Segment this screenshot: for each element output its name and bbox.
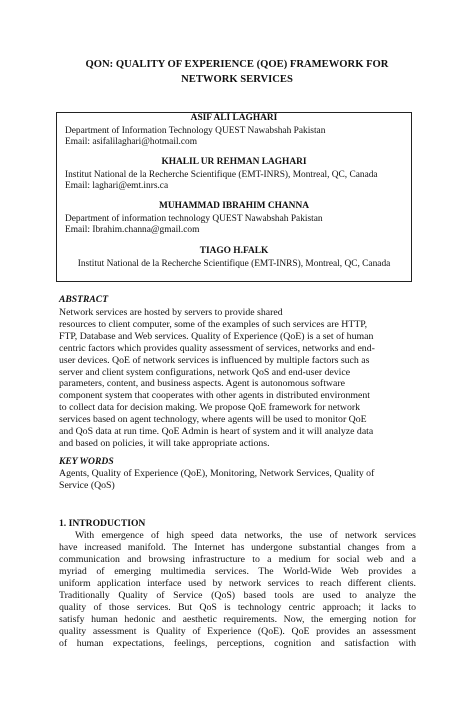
title-line: NETWORK SERVICES xyxy=(181,74,293,85)
introduction-line: of human expectations, feelings, perceptions, cognition and satisfaction with xyxy=(59,638,416,650)
author-affiliation: Department of information technology QUEST Nawabshah Pakistan xyxy=(65,213,323,224)
abstract-line: and based on policies, it will take appropriate actions. xyxy=(59,437,270,449)
abstract-line: Network services are hosted by servers to provide shared xyxy=(59,307,283,318)
introduction-line: satisfy human hedonic and aesthetic requirements. Now, the emerging notion for xyxy=(59,614,416,626)
abstract-line: to collect data for decision making. We propose QoE framework for network xyxy=(59,402,361,414)
author-block xyxy=(57,201,411,237)
abstract-line: services based on agent technology, where agents will be used to monitor QoE xyxy=(59,414,367,426)
introduction-line: With emergence of high speed data networks, the use of network services xyxy=(75,530,416,541)
author-email: Email: asifalilaghari@hotmail.com xyxy=(65,137,198,147)
introduction-line: communication and browsing infrastructure to a medium for social web and a xyxy=(59,554,416,566)
abstract-line: centric factors which provides quality assessment of services, networks and end- xyxy=(59,342,375,354)
abstract-line: server and client system configurations, network QoS and end-user device xyxy=(59,366,351,378)
author-email: Email: Ibrahim.channa@gmail.com xyxy=(65,225,200,235)
paper-title xyxy=(40,57,434,87)
author-name: TIAGO H.FALK xyxy=(199,246,269,256)
author-email: Email: laghari@emt.inrs.ca xyxy=(65,181,169,191)
keywords-text xyxy=(59,468,409,492)
author-name: KHALIL UR REHMAN LAGHARI xyxy=(161,157,307,167)
abstract-heading: ABSTRACT xyxy=(59,294,109,305)
abstract-line: resources to client computer, some of the examples of such services are HTTP, xyxy=(59,318,368,330)
introduction-line: have increased manifold. The Internet has undergone substantial changes from a xyxy=(59,542,416,554)
authors-box xyxy=(56,112,412,282)
author-name: MUHAMMAD IBRAHIM CHANNA xyxy=(159,201,309,211)
author-affiliation: Department of Information Technology QUEST Nawabshah Pakistan xyxy=(65,125,326,136)
title-line: QON: QUALITY OF EXPERIENCE (QOE) FRAMEWORK FOR xyxy=(85,59,389,70)
introduction-line: quality assessment is Quality of Experience (QoE). QoE provides an assessment xyxy=(59,626,416,638)
introduction-line: quality of those services. But QoS is technology centric approach; it lacks to xyxy=(59,602,416,614)
abstract-line: component system that cooperates with other agents in distributed environment xyxy=(59,390,370,402)
introduction-heading: 1. INTRODUCTION xyxy=(59,518,146,529)
author-affiliation: Institut National de la Recherche Scientifique (EMT-INRS), Montreal, QC, Canada xyxy=(65,169,378,180)
introduction-line: uniform application interface used by network services to reach different clients. xyxy=(59,578,416,590)
abstract-line: parameters, content, and business aspects. Agent is autonomous software xyxy=(59,378,345,390)
abstract-text xyxy=(59,307,419,450)
abstract-line: user devices. QoE of network services is influenced by multiple factors such as xyxy=(59,354,370,366)
author-block xyxy=(57,113,411,149)
author-name: ASIF ALI LAGHARI xyxy=(190,113,278,123)
abstract-line: and QoS data at run time. QoE Admin is heart of system and it will analyze data xyxy=(59,426,374,438)
introduction-line: myriad of emerging multimedia services. The World-Wide Web provides a xyxy=(59,566,416,578)
author-block xyxy=(57,246,411,270)
introduction-line: Traditionally Quality of Service (QoS) based tools are used to analyze the xyxy=(59,590,416,602)
abstract-line: FTP, Database and Web services. Quality of Experience (QoE) is a set of human xyxy=(59,330,374,342)
author-affiliation: Institut National de la Recherche Scientifique (EMT-INRS), Montreal, QC, Canada xyxy=(77,258,391,269)
keywords-line: Agents, Quality of Experience (QoE), Monitoring, Network Services, Quality of xyxy=(59,468,375,479)
author-block xyxy=(57,157,411,193)
keywords-line: Service (QoS) xyxy=(59,480,115,491)
keywords-heading: KEY WORDS xyxy=(59,456,114,467)
introduction-text xyxy=(59,530,416,650)
